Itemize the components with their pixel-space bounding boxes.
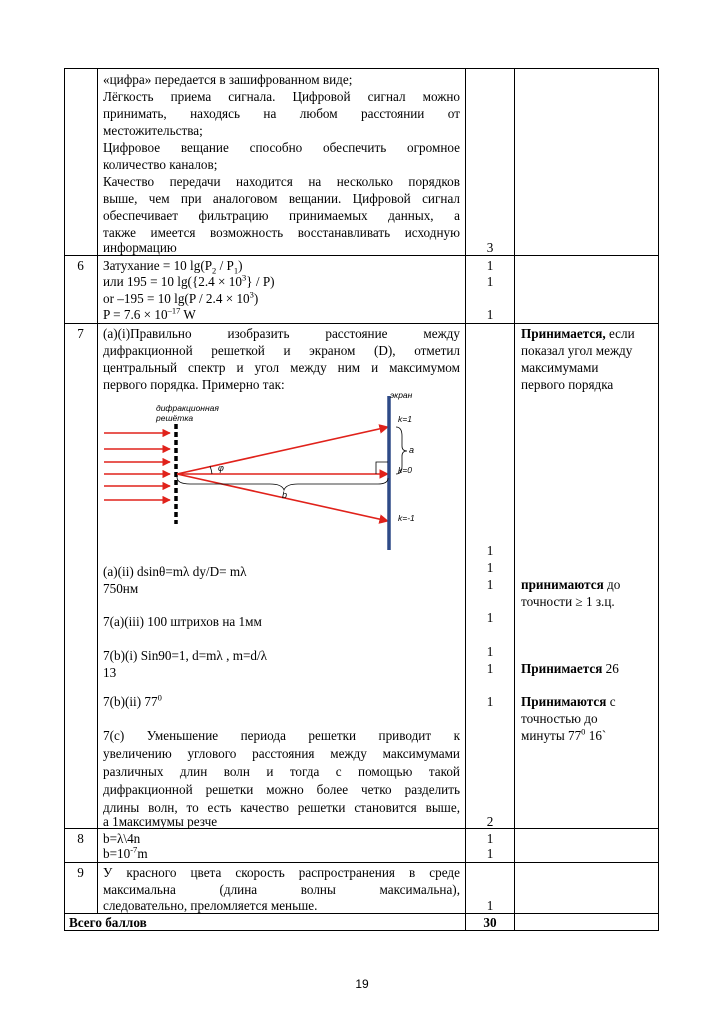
grating-label: дифракционная [156,403,219,413]
grating-label: решётка [156,413,194,423]
mark: 1 [486,543,494,558]
answer-line: следовательно, преломляется меньше. [103,898,318,913]
answer-line: первого порядка. Примерно так: [103,377,285,392]
note: показал угол между [521,343,633,358]
answer-line: местожительства; [103,123,203,138]
rule-row7 [64,323,659,324]
answer-line: центральный спектр и угол между ним и максимумом [103,360,460,375]
screen-label: экран [390,390,413,400]
question-number: 7 [77,326,84,341]
rule-top [64,68,659,69]
mark: 1 [486,898,494,913]
answer-line: or –195 = 10 $\lg(P / 2.4 \times 10^3)$ [103,289,259,306]
phi-label: φ [218,463,224,473]
answer-line: обеспечивает фильтрацию принимаемых данных, а [103,208,460,223]
mark: 1 [486,307,494,322]
answer-line: (a)(ii) dsinθ=mλ dy/D= mλ [103,564,247,579]
note: точностью до [521,711,598,726]
note: принимаются до [521,577,621,592]
mark: 1 [486,610,494,625]
diffracted-rays [177,427,388,521]
page-number: 19 [355,977,369,991]
answer-line: а 1максимумы резче [103,814,218,829]
question-number: 9 [77,865,84,880]
mark: 1 [486,831,494,846]
answer-line: Цифровое вещание способно обеспечить огромное [103,140,460,155]
answer-line: также имеется возможность восстанавливать исходную [103,225,460,240]
mark: 1 [486,560,494,575]
answer-line: $P = 7.6 \times 10^{-17}$ W [103,305,196,322]
total-value: 30 [483,915,497,930]
question-number: 6 [77,258,84,273]
answer-line: 7(b)(ii) $77^0$ [103,692,162,709]
answer-line: 7(c) Уменьшение периода решетки приводит к [103,728,460,743]
answer-line: длины волн, то есть качество решетки становится выше, [103,800,460,815]
rule-left [64,68,65,931]
answer-line: 13 [103,665,117,680]
question-number: 8 [77,831,84,846]
rule-row9 [64,862,659,863]
b-label: b [282,490,288,500]
answer-line: У красного цвета скорость распространения в среде [103,865,460,880]
a-label: a [409,445,415,455]
k0-label: k=0 [398,465,412,475]
answer-line: «цифра» передается в зашифрованном виде; [103,72,353,87]
mark: 1 [486,274,494,289]
note: минуты $77^0$ 16` [521,726,607,743]
answer-line: Затухание = 10 $\lg(P_2 / P_1)$ [103,258,243,276]
answer-line: b=λ\4n [103,831,141,846]
rule-right [658,68,659,931]
mark: 1 [486,577,494,592]
mark: 1 [486,258,494,273]
answer-line: Лёгкость приема сигнала. Цифровой сигнал можно [103,89,460,104]
answer-line: $b=10^{-7}m$ [103,844,148,861]
ray-k1 [177,427,388,474]
answer-line: выше, чем при аналоговом вещании. Цифровой сигнал [103,191,460,206]
rule-col2 [97,68,98,914]
right-angle-mark [376,462,388,474]
rule-bottom [64,930,659,931]
answer-line: количество каналов; [103,157,218,172]
answer-line: дифракционной решетки можно более четко разделить [103,782,460,797]
answer-line: различных длин волн и тогда с помощью такой [103,764,460,779]
total-label: Всего баллов [69,915,147,930]
note: Принимаются с [521,694,616,709]
answer-line: или 195 = 10 $\lg(\{2.4 \times 10^3\} / P)$ [103,272,275,289]
mark: 1 [486,694,494,709]
note: Принимается, если [521,326,635,341]
note: Принимается 26 [521,661,619,676]
km1-label: k=-1 [398,513,415,523]
incident-rays [104,433,170,500]
mark: 2 [486,814,494,829]
note: первого порядка [521,377,614,392]
answer-line: дифракционной решеткой и экраном (D), отметил [103,343,460,358]
rule-col3 [465,68,466,931]
note: точности ≥ 1 з.ц. [521,594,615,609]
mark: 1 [486,846,494,861]
rule-col4 [514,68,515,931]
note: максимумами [521,360,599,375]
answer-line: принимать, находясь на любом расстоянии от [103,106,460,121]
mark: 1 [486,661,494,676]
answer-line: 7(b)(i) Sin90=1, d=mλ , m=d/λ [103,648,268,663]
answer-line: Качество передачи находится на несколько порядков [103,174,460,189]
answer-line: (a)(i)Правильно изобразить расстояние между [103,326,460,341]
diffraction-diagram [100,390,440,555]
mark: 1 [486,644,494,659]
brace-b [177,477,388,490]
answer-line: информацию [103,240,177,255]
mark: 3 [486,240,494,255]
answer-line: 750нм [103,581,139,596]
answer-line: 7(a)(iii) 100 штрихов на 1мм [103,614,262,629]
answer-line: увеличению углового расстояния между максимумами [103,746,460,761]
answer-line: максимальна (длина волны максимальна), [103,882,460,897]
k1-label: k=1 [398,414,412,424]
